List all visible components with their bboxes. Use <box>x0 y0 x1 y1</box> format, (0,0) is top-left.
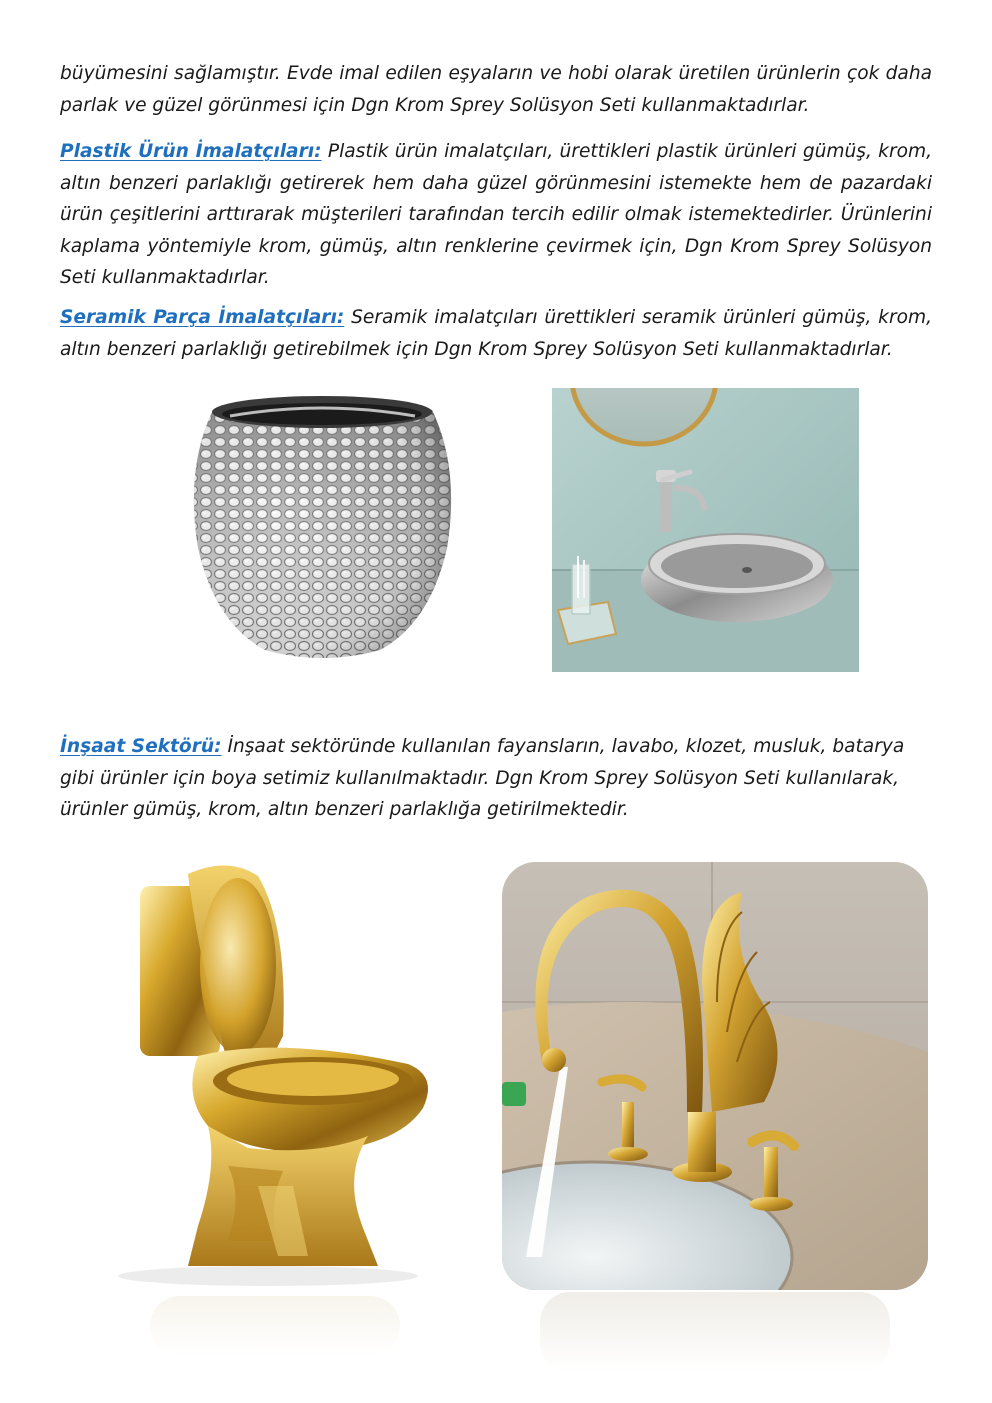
ceramic-paragraph <box>60 302 932 365</box>
silver-sink-image <box>552 388 859 672</box>
gold-toilet-image <box>78 836 480 1294</box>
plastic-text: Plastik ürün imalatçıları, ürettikleri plastik ürünleri gümüş, krom, altın benzeri parlaklığı getirerek hem daha güzel görünmesini istemekte hem de pazardaki ürün çeşitlerini arttırarak müşterileri tarafından tercih edilir olmak istemektedirler. Ürünlerini kaplama yöntemiyle krom, gümüş, altın renklerine çevirmek için, Dgn Krom Sprey Solüsyon Seti kullanmaktadırlar. <box>60 141 932 288</box>
toilet-reflection <box>150 1296 400 1356</box>
construction-text: İnşaat sektöründe kullanılan fayansların, lavabo, klozet, musluk, batarya gibi ürünler için boya setimiz kullanılmaktadır. Dgn Krom Sprey Solüsyon Seti kullanılarak, ürünler gümüş, krom, altın benzeri parlaklığa getirilmektedir. <box>60 736 905 820</box>
gold-swan-faucet-image <box>502 862 928 1290</box>
plastic-paragraph <box>60 136 932 294</box>
silver-vase-image <box>185 388 460 666</box>
ceramic-heading: Seramik Parça İmalatçıları: <box>60 307 345 328</box>
ceramic-text: Seramik imalatçıları ürettikleri seramik ürünleri gümüş, krom, altın benzeri parlaklığı getirebilmek için Dgn Krom Sprey Solüsyon Seti kullanmaktadırlar. <box>60 307 932 360</box>
construction-heading: İnşaat Sektörü: <box>60 736 222 757</box>
plastic-heading: Plastik Ürün İmalatçıları: <box>60 141 322 162</box>
construction-paragraph <box>60 731 932 826</box>
faucet-reflection <box>540 1292 890 1372</box>
intro-text: büyümesini sağlamıştır. Evde imal edilen eşyaların ve hobi olarak üretilen ürünlerin çok daha parlak ve güzel görünmesi için Dgn Krom Sprey Solüsyon Seti kullanmaktadırlar. <box>60 63 932 116</box>
intro-paragraph <box>60 58 932 121</box>
